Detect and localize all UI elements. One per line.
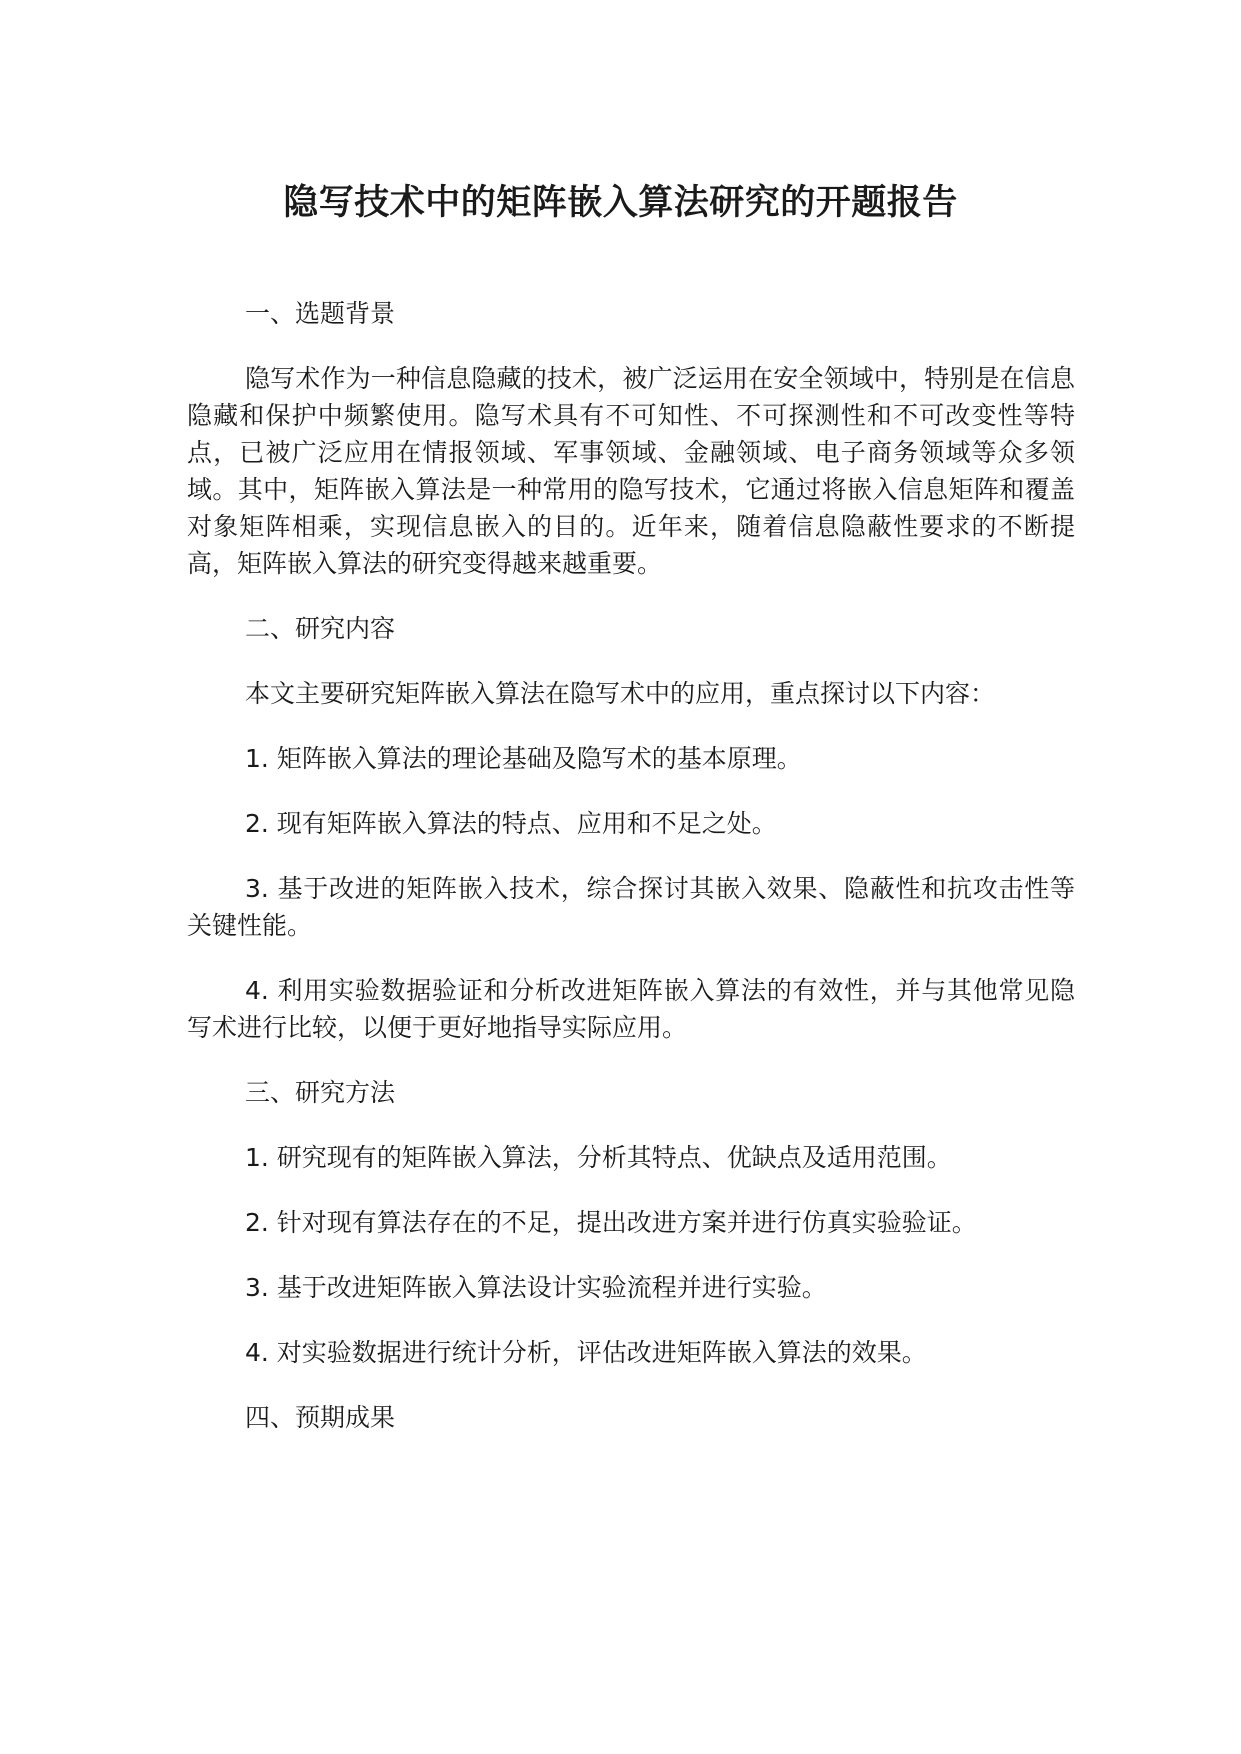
list-item: 1. 矩阵嵌入算法的理论基础及隐写术的基本原理。 [245, 744, 802, 773]
section-heading: 二、研究内容 [245, 614, 396, 643]
section-background [187, 295, 1075, 582]
section-expected-results [187, 1399, 1075, 1436]
list-item: 4. 利用实验数据验证和分析改进矩阵嵌入算法的有效性，并与其他常见隐写术进行比较，以便于更好地指导实际应用。 [187, 976, 1075, 1042]
section-heading: 三、研究方法 [245, 1078, 396, 1107]
body-paragraph: 本文主要研究矩阵嵌入算法在隐写术中的应用，重点探讨以下内容： [245, 679, 996, 708]
list-item: 2. 现有矩阵嵌入算法的特点、应用和不足之处。 [245, 809, 777, 838]
body-paragraph: 隐写术作为一种信息隐藏的技术，被广泛运用在安全领域中，特别是在信息隐藏和保护中频繁使用。隐写术具有不可知性、不可探测性和不可改变性等特点，已被广泛应用在情报领域、军事领域、金融领域、电子商务领域等众多领域。其中，矩阵嵌入算法是一种常用的隐写技术，它通过将嵌入信息矩阵和覆盖对象矩阵相乘，实现信息嵌入的目的。近年来，随着信息隐蔽性要求的不断提高，矩阵嵌入算法的研究变得越来越重要。 [187, 364, 1075, 578]
section-research-method [187, 1074, 1075, 1371]
section-heading: 四、预期成果 [245, 1403, 396, 1432]
document-body [187, 295, 1075, 1464]
list-item: 4. 对实验数据进行统计分析，评估改进矩阵嵌入算法的效果。 [245, 1338, 927, 1367]
section-research-content [187, 610, 1075, 1046]
list-item: 3. 基于改进的矩阵嵌入技术，综合探讨其嵌入效果、隐蔽性和抗攻击性等关键性能。 [187, 874, 1075, 940]
section-heading: 一、选题背景 [245, 299, 396, 328]
document-title: 隐写技术中的矩阵嵌入算法研究的开题报告 [283, 183, 958, 223]
list-item: 3. 基于改进矩阵嵌入算法设计实验流程并进行实验。 [245, 1273, 827, 1302]
list-item: 1. 研究现有的矩阵嵌入算法，分析其特点、优缺点及适用范围。 [245, 1143, 952, 1172]
list-item: 2. 针对现有算法存在的不足，提出改进方案并进行仿真实验验证。 [245, 1208, 977, 1237]
